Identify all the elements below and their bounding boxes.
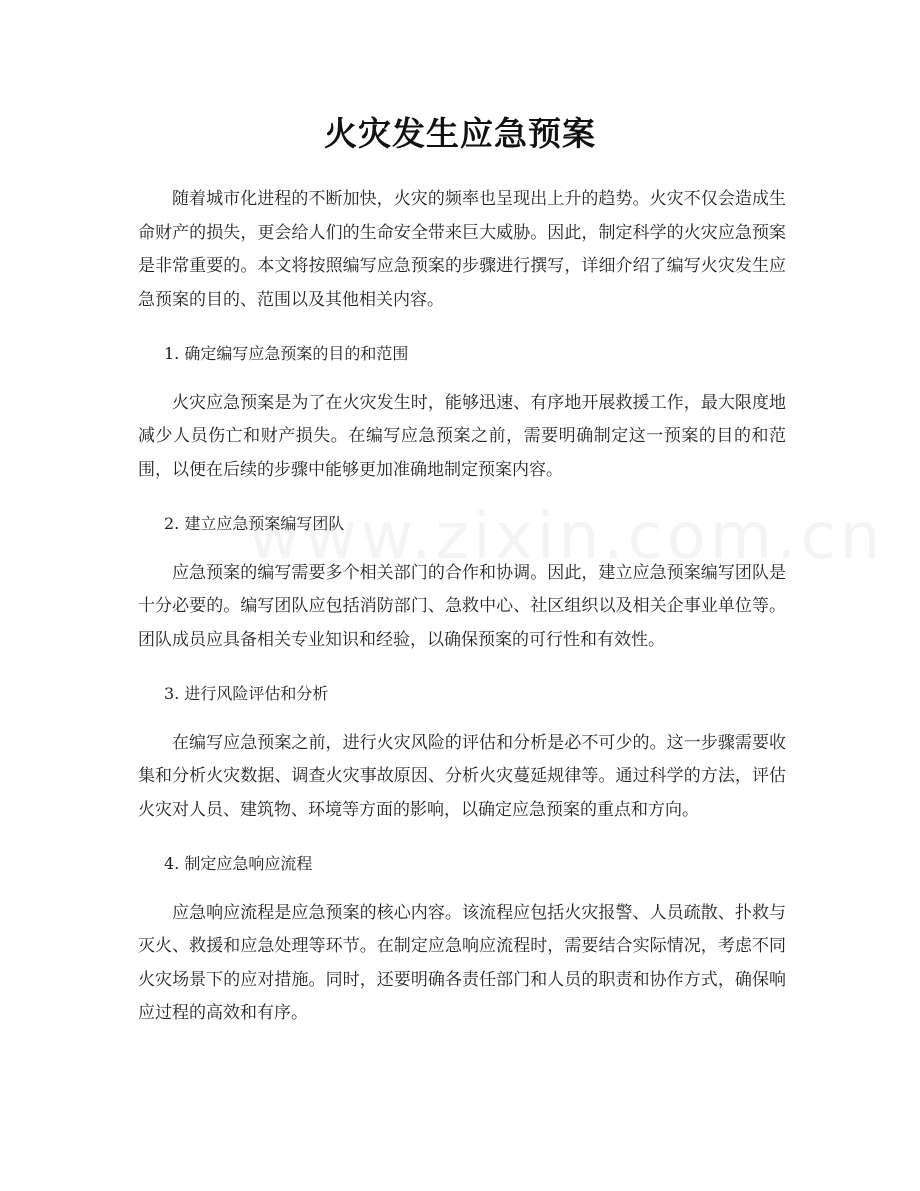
- section-heading: 3. 进行风险评估和分析: [164, 684, 329, 703]
- section-4: [138, 847, 786, 1031]
- section-heading: 4. 制定应急响应流程: [164, 854, 313, 873]
- section-paragraph: 应急响应流程是应急预案的核心内容。该流程应包括火灾报警、人员疏散、扑救与灭火、救援和应急处理等环节。在制定应急响应流程时，需要结合实际情况，考虑不同火灾场景下的应对措施。同时，还要明确各责任部门和人员的职责和协作方式，确保响应过程的高效和有序。: [138, 902, 786, 1023]
- section-heading: 2. 建立应急预案编写团队: [164, 514, 345, 533]
- section-1: [138, 337, 786, 507]
- section-paragraph: 应急预案的编写需要多个相关部门的合作和协调。因此，建立应急预案编写团队是十分必要的。编写团队应包括消防部门、急救中心、社区组织以及相关企事业单位等。团队成员应具备相关专业知识和经验，以确保预案的可行性和有效性。: [138, 562, 786, 650]
- section-paragraph: 火灾应急预案是为了在火灾发生时，能够迅速、有序地开展救援工作，最大限度地减少人员伤亡和财产损失。在编写应急预案之前，需要明确制定这一预案的目的和范围，以便在后续的步骤中能够更加准确地制定预案内容。: [138, 392, 786, 480]
- document-body: [138, 183, 786, 1031]
- document-title: 火灾发生应急预案: [324, 114, 596, 153]
- section-paragraph: 在编写应急预案之前，进行火灾风险的评估和分析是必不可少的。这一步骤需要收集和分析火灾数据、调查火灾事故原因、分析火灾蔓延规律等。通过科学的方法，评估火灾对人员、建筑物、环境等方面的影响，以确定应急预案的重点和方向。: [138, 732, 786, 820]
- intro-paragraph: 随着城市化进程的不断加快，火灾的频率也呈现出上升的趋势。火灾不仅会造成生命财产的损失，更会给人们的生命安全带来巨大威胁。因此，制定科学的火灾应急预案是非常重要的。本文将按照编写应急预案的步骤进行撰写，详细介绍了编写火灾发生应急预案的目的、范围以及其他相关内容。: [138, 189, 786, 310]
- section-heading: 1. 确定编写应急预案的目的和范围: [164, 344, 409, 363]
- section-3: [138, 677, 786, 847]
- section-2: [138, 507, 786, 677]
